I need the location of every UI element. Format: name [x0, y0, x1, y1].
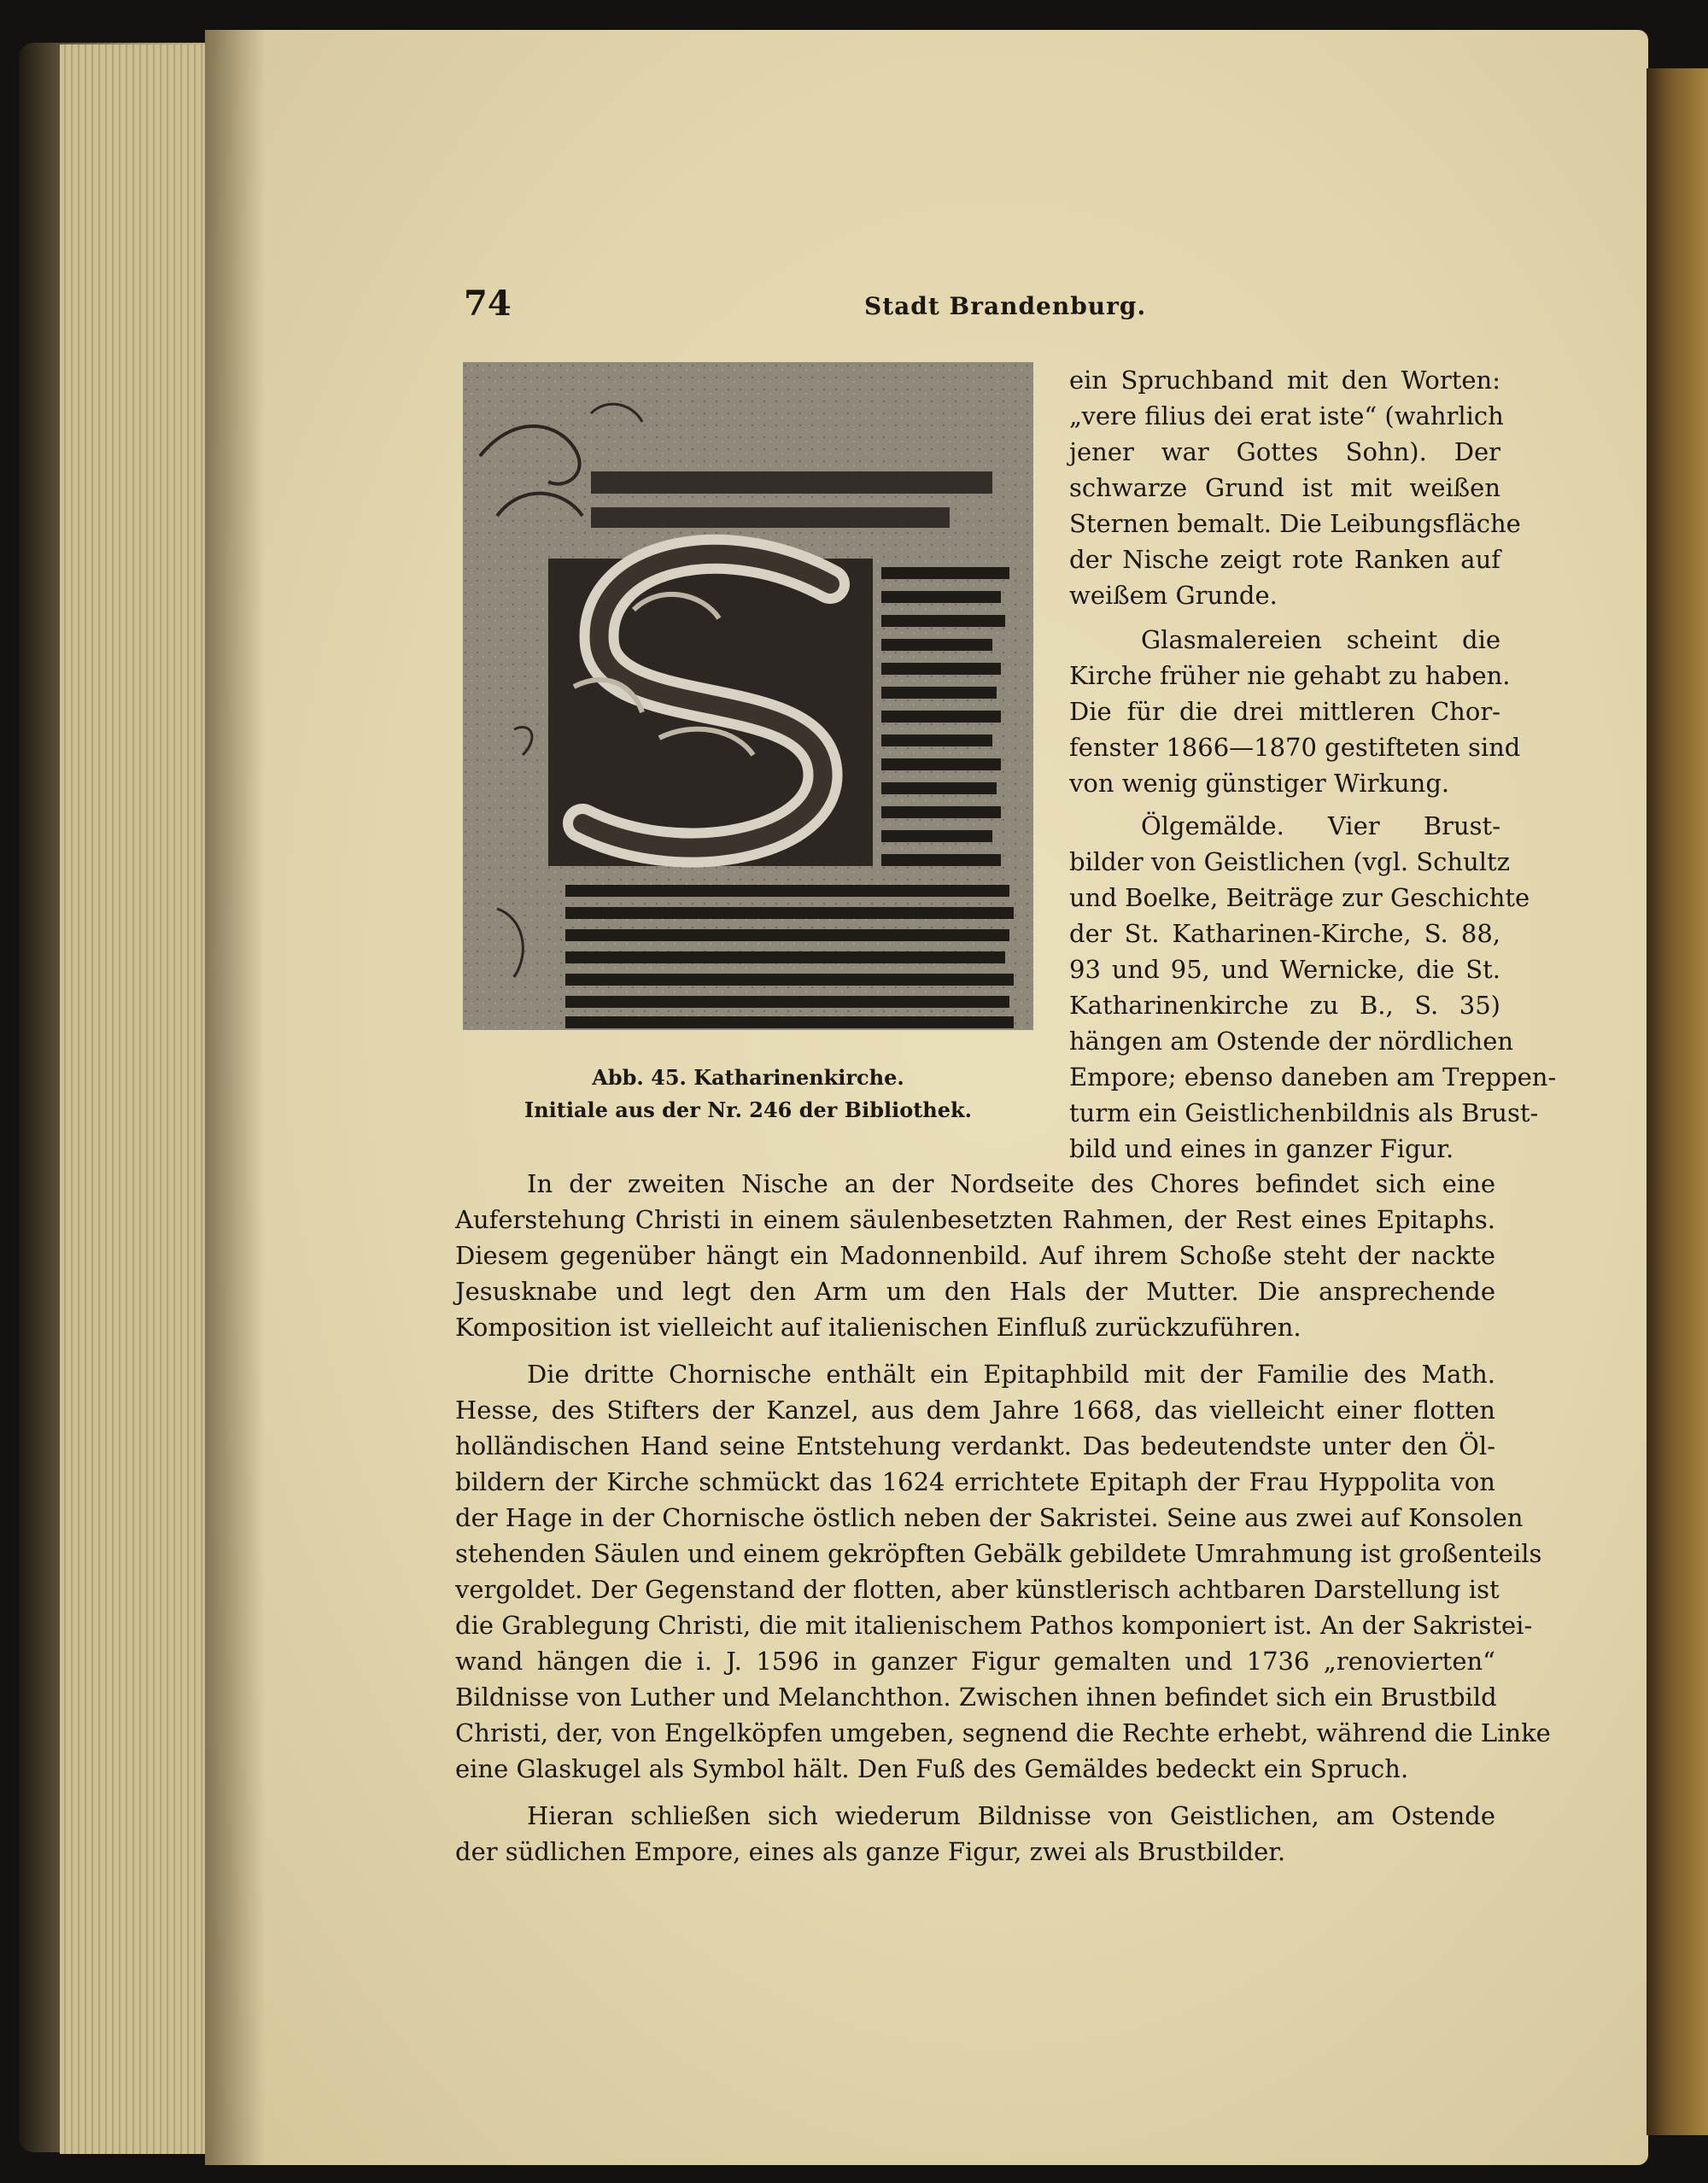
column-line: der St. Katharinen-Kirche, S. 88, [1069, 919, 1500, 948]
body-line: Die dritte Chornische enthält ein Epitaphbild mit der Familie des Math. [527, 1360, 1495, 1389]
column-line: „vere filius dei erat iste“ (wahrlich [1069, 401, 1504, 430]
body-line: Diesem gegenüber hängt ein Madonnenbild. Auf ihrem Schoße steht der nackte [455, 1241, 1495, 1270]
body-line: Christi, der, von Engelköpfen umgeben, segnend die Rechte erhebt, während die Linke [455, 1718, 1551, 1747]
column-line: 93 und 95, und Wernicke, die St. [1069, 955, 1500, 984]
running-title: Stadt Brandenburg. [864, 292, 1147, 320]
gutter-shadow [205, 30, 265, 2165]
body-line: holländischen Hand seine Entstehung verdankt. Das bedeutendste unter den Öl- [455, 1431, 1495, 1460]
column-line: bild und eines in ganzer Figur. [1069, 1134, 1454, 1163]
column-line: Empore; ebenso daneben am Treppen- [1069, 1062, 1557, 1092]
column-line: fenster 1866—1870 gestifteten sind [1069, 733, 1521, 762]
column-line: weißem Grunde. [1069, 581, 1278, 610]
illuminated-initial-illustration [463, 362, 1033, 1030]
body-line: wand hängen die i. J. 1596 in ganzer Figur gemalten und 1736 „renovierten“ [455, 1647, 1495, 1676]
column-line: jener war Gottes Sohn). Der [1069, 437, 1500, 466]
body-line: vergoldet. Der Gegenstand der flotten, aber künstlerisch achtbaren Darstellung ist [455, 1575, 1500, 1604]
body-line: Hesse, des Stifters der Kanzel, aus dem Jahre 1668, das vielleicht einer flotten [455, 1396, 1495, 1425]
body-line: Auferstehung Christi in einem säulenbesetzten Rahmen, der Rest eines Epitaphs. [455, 1205, 1495, 1234]
body-line: der südlichen Empore, eines als ganze Figur, zwei als Brustbilder. [455, 1837, 1286, 1866]
facing-page-edge [1647, 68, 1708, 2135]
body-line: bildern der Kirche schmückt das 1624 errichtete Epitaph der Frau Hyppolita von [455, 1467, 1495, 1496]
figure-caption-title: Abb. 45. Katharinenkirche. [592, 1065, 904, 1090]
column-line: von wenig günstiger Wirkung. [1069, 769, 1450, 798]
column-line: Ölgemälde. Vier Brust- [1141, 811, 1500, 840]
column-line: Die für die drei mittleren Chor- [1069, 697, 1500, 726]
column-line: hängen am Ostende der nördlichen [1069, 1027, 1514, 1056]
column-line: turm ein Geistlichenbildnis als Brust- [1069, 1098, 1539, 1127]
body-line: Jesusknabe und legt den Arm um den Hals der Mutter. Die ansprechende [455, 1277, 1495, 1306]
manuscript-initial-figure [463, 362, 1033, 1030]
column-line: bilder von Geistlichen (vgl. Schultz [1069, 847, 1510, 876]
page-number: 74 [464, 284, 512, 324]
body-line: der Hage in der Chornische östlich neben der Sakristei. Seine aus zwei auf Konsolen [455, 1503, 1524, 1532]
body-line: In der zweiten Nische an der Nordseite des Chores befindet sich eine [527, 1169, 1495, 1198]
column-line: und Boelke, Beiträge zur Geschichte [1069, 883, 1530, 912]
column-line: der Nische zeigt rote Ranken auf [1069, 545, 1500, 574]
body-line: die Grablegung Christi, die mit italienischem Pathos komponiert ist. An der Sakristei- [455, 1611, 1533, 1640]
body-line: Komposition ist vielleicht auf italienischen Einfluß zurückzuführen. [455, 1313, 1301, 1342]
body-line: stehenden Säulen und einem gekröpften Gebälk gebildete Umrahmung ist großenteils [455, 1539, 1542, 1568]
figure-caption-description: Initiale aus der Nr. 246 der Bibliothek. [524, 1097, 972, 1122]
body-line: eine Glaskugel als Symbol hält. Den Fuß des Gemäldes bedeckt ein Spruch. [455, 1754, 1409, 1783]
column-line: Sternen bemalt. Die Leibungsfläche [1069, 509, 1521, 538]
column-line: Glasmalereien scheint die [1141, 625, 1500, 654]
column-line: ein Spruchband mit den Worten: [1069, 366, 1500, 395]
column-line: Kirche früher nie gehabt zu haben. [1069, 661, 1511, 690]
body-line: Bildnisse von Luther und Melanchthon. Zwischen ihnen befindet sich ein Brustbild [455, 1683, 1497, 1712]
column-line: Katharinenkirche zu B., S. 35) [1069, 991, 1500, 1020]
column-line: schwarze Grund ist mit weißen [1069, 473, 1500, 502]
body-line: Hieran schließen sich wiederum Bildnisse von Geistlichen, am Ostende [527, 1801, 1495, 1830]
